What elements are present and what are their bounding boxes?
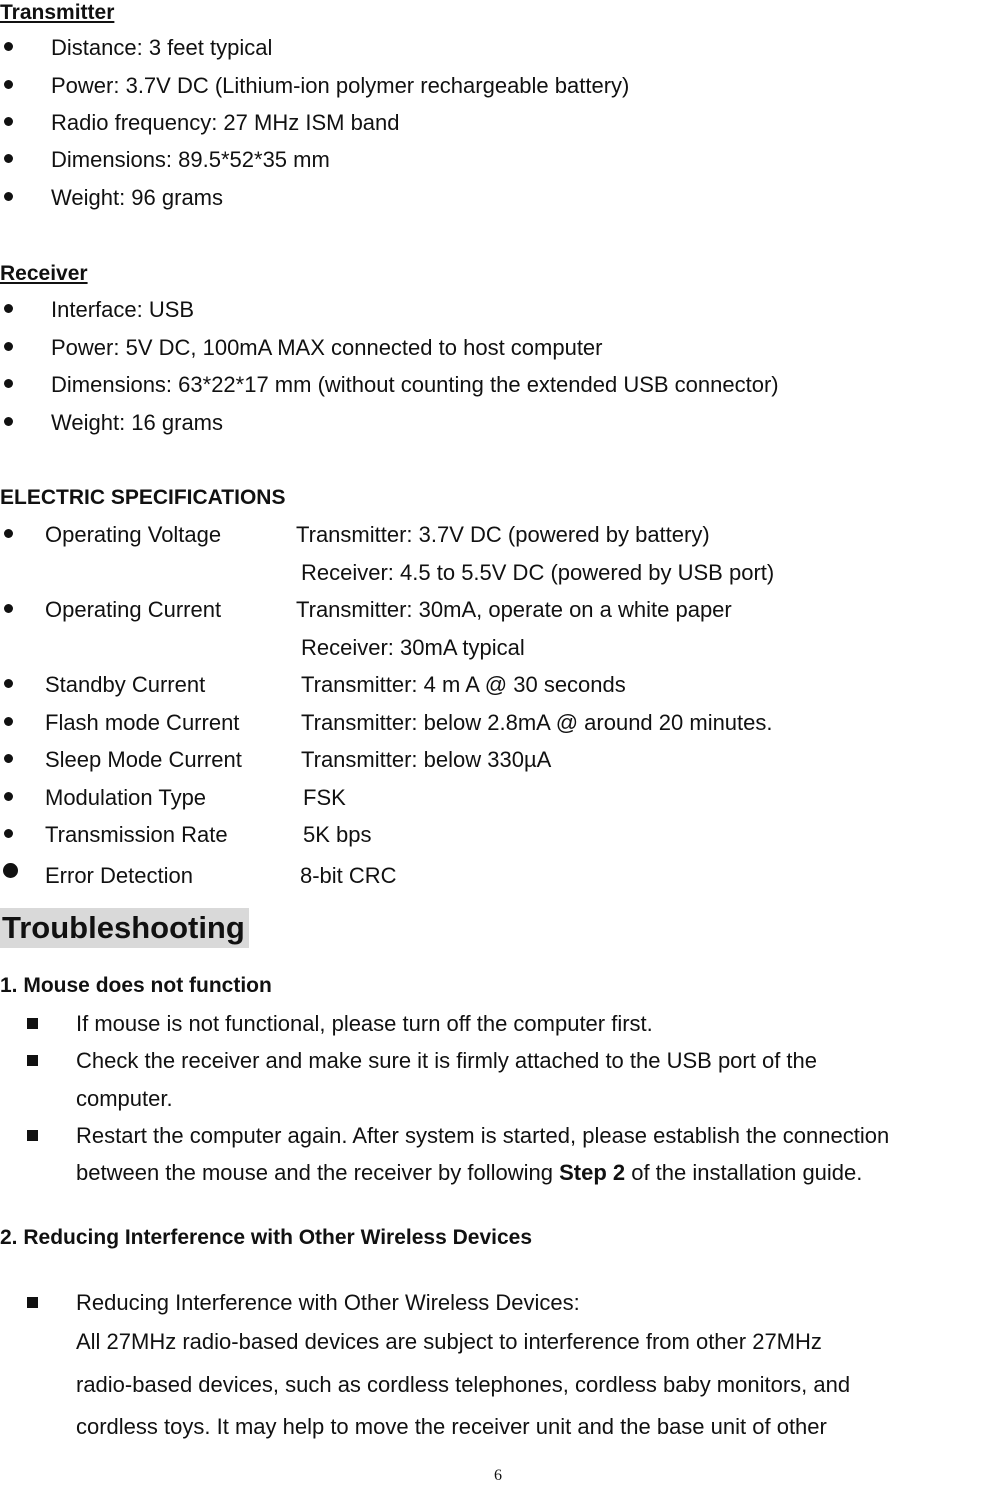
bullet-dot-icon xyxy=(4,304,13,313)
bullet-dot-icon xyxy=(4,80,13,89)
step-reference: Step 2 xyxy=(559,1160,626,1185)
receiver-item: Interface: USB xyxy=(51,297,195,322)
troubleshooting-title: Troubleshooting xyxy=(0,908,249,948)
page-number: 6 xyxy=(494,1467,502,1484)
spec-label: Flash mode Current xyxy=(45,710,240,735)
spec-value: Transmitter: 3.7V DC (powered by battery) xyxy=(296,522,710,547)
spec-label: Standby Current xyxy=(45,672,206,697)
square-bullet-icon xyxy=(27,1130,38,1141)
bullet-dot-icon xyxy=(4,117,13,126)
bullet-dot-icon xyxy=(4,154,13,163)
bullet-dot-icon xyxy=(4,717,13,726)
receiver-item: Weight: 16 grams xyxy=(51,410,224,435)
spec-label: Error Detection xyxy=(45,863,193,888)
list-item: If mouse is not functional, please turn off the computer first. xyxy=(76,1011,653,1036)
square-bullet-icon xyxy=(27,1018,38,1029)
section-heading: 1. Mouse does not function xyxy=(0,974,272,997)
bullet-dot-icon xyxy=(4,792,13,801)
section-heading: 2. Reducing Interference with Other Wireless Devices xyxy=(0,1226,532,1249)
list-item: Check the receiver and make sure it is firmly attached to the USB port of the xyxy=(76,1048,818,1073)
bullet-dot-icon xyxy=(3,863,18,878)
spec-label: Sleep Mode Current xyxy=(45,747,242,772)
bullet-dot-icon xyxy=(4,829,13,838)
bullet-dot-icon xyxy=(4,417,13,426)
list-item-continuation: computer. xyxy=(76,1086,173,1111)
transmitter-item: Weight: 96 grams xyxy=(51,185,224,210)
square-bullet-icon xyxy=(27,1055,38,1066)
spec-value: Receiver: 30mA typical xyxy=(301,635,525,660)
bullet-dot-icon xyxy=(4,379,13,388)
text-run: of the installation guide. xyxy=(625,1160,863,1185)
spec-label: Operating Current xyxy=(45,597,222,622)
bullet-dot-icon xyxy=(4,42,13,51)
transmitter-item: Radio frequency: 27 MHz ISM band xyxy=(51,110,400,135)
electric-heading: ELECTRIC SPECIFICATIONS xyxy=(0,486,286,509)
receiver-item: Dimensions: 63*22*17 mm (without counting the extended USB connector) xyxy=(51,372,779,397)
spec-value: Transmitter: below 330µA xyxy=(301,747,552,772)
transmitter-item: Power: 3.7V DC (Lithium-ion polymer rechargeable battery) xyxy=(51,73,630,98)
spec-value: Receiver: 4.5 to 5.5V DC (powered by USB port) xyxy=(301,560,775,585)
list-item-continuation xyxy=(76,1162,862,1184)
bullet-dot-icon xyxy=(4,754,13,763)
transmitter-heading: Transmitter xyxy=(0,1,115,24)
bullet-dot-icon xyxy=(4,679,13,688)
bullet-dot-icon xyxy=(4,604,13,613)
spec-label: Modulation Type xyxy=(45,785,207,810)
transmitter-item: Distance: 3 feet typical xyxy=(51,35,273,60)
list-item-continuation: All 27MHz radio-based devices are subject to interference from other 27MHz xyxy=(76,1329,822,1354)
spec-value: FSK xyxy=(303,785,346,810)
list-item-continuation: cordless toys. It may help to move the receiver unit and the base unit of other xyxy=(76,1414,827,1439)
spec-value: Transmitter: 30mA, operate on a white paper xyxy=(296,597,732,622)
transmitter-item: Dimensions: 89.5*52*35 mm xyxy=(51,147,330,172)
list-item: Reducing Interference with Other Wireless Devices: xyxy=(76,1290,580,1315)
spec-value: 8-bit CRC xyxy=(300,863,397,888)
square-bullet-icon xyxy=(27,1297,38,1308)
spec-value: Transmitter: below 2.8mA @ around 20 minutes. xyxy=(301,710,773,735)
bullet-dot-icon xyxy=(4,192,13,201)
text-run: between the mouse and the receiver by following xyxy=(76,1160,560,1185)
list-item-continuation: radio-based devices, such as cordless telephones, cordless baby monitors, and xyxy=(76,1372,851,1397)
spec-label: Operating Voltage xyxy=(45,522,222,547)
receiver-heading: Receiver xyxy=(0,262,88,285)
spec-value: Transmitter: 4 m A @ 30 seconds xyxy=(301,672,626,697)
spec-label: Transmission Rate xyxy=(45,822,228,847)
bullet-dot-icon xyxy=(4,529,13,538)
bullet-dot-icon xyxy=(4,342,13,351)
list-item: Restart the computer again. After system is started, please establish the connection xyxy=(76,1123,890,1148)
receiver-item: Power: 5V DC, 100mA MAX connected to host computer xyxy=(51,335,603,360)
spec-value: 5K bps xyxy=(303,822,372,847)
